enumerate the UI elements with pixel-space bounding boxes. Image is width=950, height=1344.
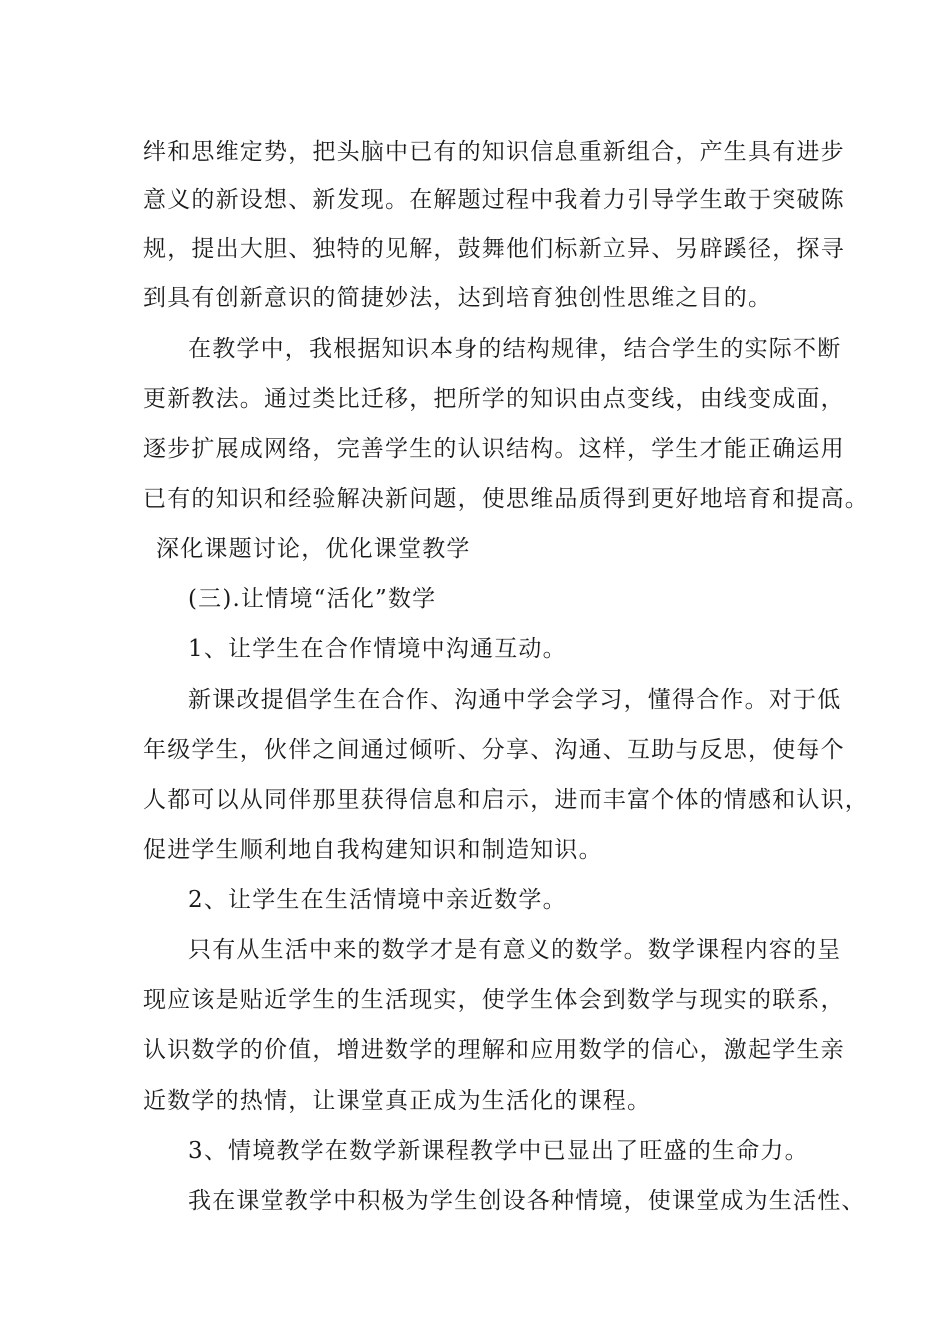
- paragraph-line: 更新教法。通过类比迁移，把所学的知识由点变线，由线变成面，: [143, 386, 845, 412]
- paragraph-line: 只有从生活中来的数学才是有意义的数学。数学课程内容的呈: [188, 937, 842, 963]
- paragraph-line: 新课改提倡学生在合作、沟通中学会学习，懂得合作。对于低: [188, 687, 842, 713]
- item-heading: 1、让学生在合作情境中沟通互动。: [188, 636, 567, 662]
- item-heading: 2、让学生在生活情境中亲近数学。: [188, 887, 567, 913]
- paragraph-line: 在教学中，我根据知识本身的结构规律，结合学生的实际不断: [188, 336, 842, 362]
- paragraph-line: 人都可以从同伴那里获得信息和启示，进而丰富个体的情感和认识，: [143, 787, 869, 813]
- paragraph-line: 我在课堂教学中积极为学生创设各种情境，使课堂成为生活性、: [188, 1188, 866, 1214]
- section-heading: 深化课题讨论，优化课堂教学: [156, 536, 471, 562]
- paragraph-line: 规，提出大胆、独特的见解，鼓舞他们标新立异、另辟蹊径，探寻: [143, 236, 845, 262]
- paragraph-line: 意义的新设想、新发现。在解题过程中我着力引导学生敢于突破陈: [143, 187, 845, 213]
- paragraph-line: 逐步扩展成网络，完善学生的认识结构。这样，学生才能正确运用: [143, 436, 845, 462]
- paragraph-line: 到具有创新意识的简捷妙法，达到培育独创性思维之目的。: [143, 285, 773, 311]
- paragraph-line: 年级学生，伙伴之间通过倾听、分享、沟通、互助与反思，使每个: [143, 737, 845, 763]
- item-heading: 3、情境教学在数学新课程教学中已显出了旺盛的生命力。: [188, 1138, 809, 1164]
- paragraph-line: 近数学的热情，让课堂真正成为生活化的课程。: [143, 1088, 652, 1114]
- paragraph-line: 促进学生顺利地自我构建知识和制造知识。: [143, 837, 603, 863]
- paragraph-line: 绊和思维定势，把头脑中已有的知识信息重新组合，产生具有进步: [143, 139, 845, 165]
- section-subheading: (三).让情境“活化”数学: [188, 586, 437, 612]
- paragraph-line: 现应该是贴近学生的生活现实，使学生体会到数学与现实的联系，: [143, 987, 845, 1013]
- paragraph-line: 已有的知识和经验解决新问题，使思维品质得到更好地培育和提高。: [143, 486, 869, 512]
- paragraph-line: 认识数学的价值，增进数学的理解和应用数学的信心，激起学生亲: [143, 1037, 845, 1063]
